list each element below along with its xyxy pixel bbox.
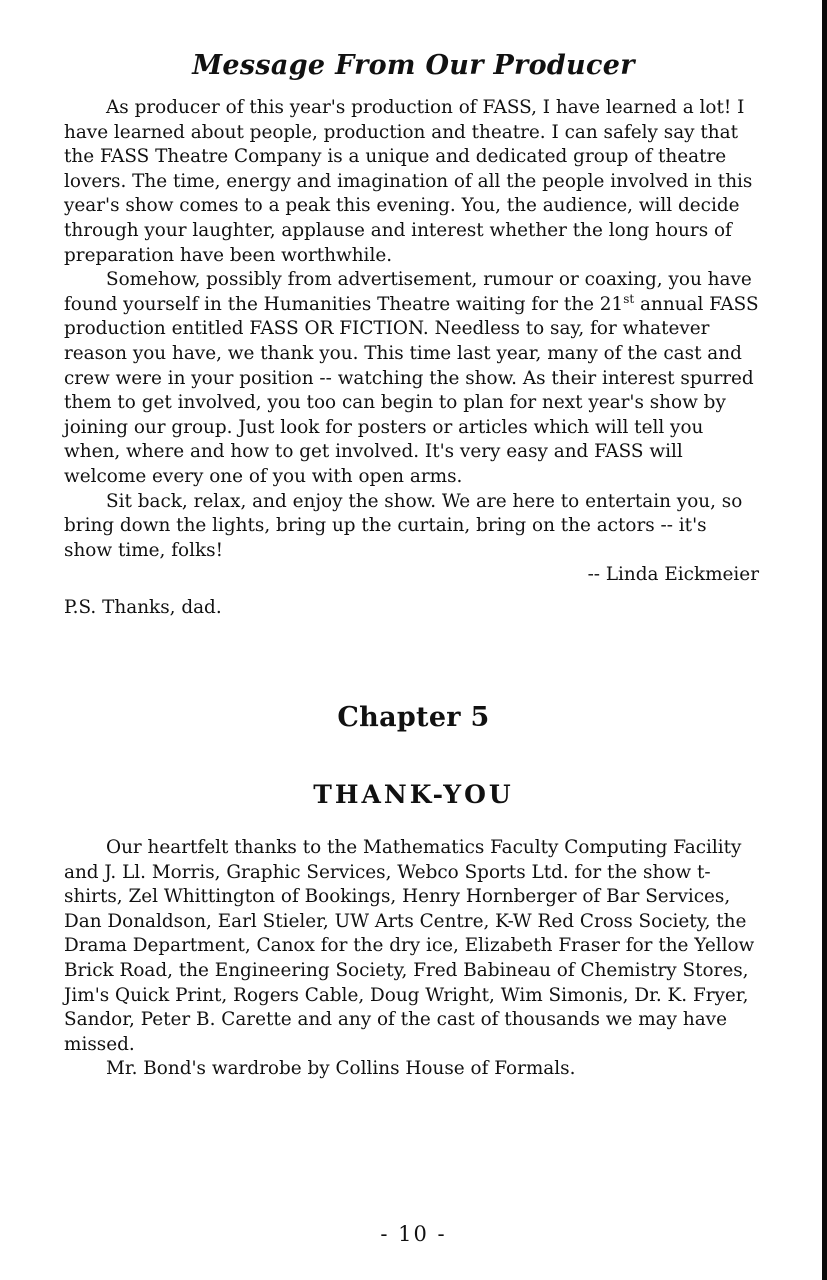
ordinal-suffix: st: [623, 291, 635, 306]
thank-you-body: [64, 836, 759, 1082]
message-paragraph-2-start: Somehow, possibly from advertisement, rumour or coaxing, you have found yourself in the Humanities Theatre waiting for the 21: [64, 269, 752, 315]
chapter-title: Chapter 5: [337, 702, 490, 733]
message-paragraph-3: Sit back, relax, and enjoy the show. We are here to entertain you, so bring down the lights, bring up the curtain, bring on the actors -- it's show time, folks!: [64, 490, 743, 561]
message-paragraph-1: As producer of this year's production of FASS, I have learned a lot! I have learned about people, production and theatre. I can safely say that the FASS Theatre Company is a unique and dedicated group of theatre lovers. The time, energy and imagination of all the people involved in this year's show comes to a peak this evening. You, the audience, will decide through your laughter, applause and interest whether the long hours of preparation have been worthwhile.: [64, 97, 753, 266]
message-paragraph-2: [64, 268, 759, 489]
producer-message-body: [64, 96, 759, 620]
page-number: - 10 -: [380, 1222, 447, 1246]
signature: -- Linda Eickmeier: [587, 564, 759, 586]
thank-you-paragraph-2: Mr. Bond's wardrobe by Collins House of Formals.: [106, 1058, 576, 1080]
producer-message-title: Message From Our Producer: [192, 50, 635, 81]
postscript: P.S. Thanks, dad.: [64, 596, 222, 618]
message-paragraph-2-end: annual FASS production entitled FASS OR FICTION. Needless to say, for whatever reason you have, we thank you. This time last year, many of the cast and crew were in your position -- watching the show. As their interest spurred them to get involved, you too can begin to plan for next year's show by joining our group. Just look for posters or articles which will tell you when, where and how to get involved. It's very easy and FASS will welcome every one of you with open arms.: [64, 293, 759, 487]
thank-you-paragraph-1: Our heartfelt thanks to the Mathematics Faculty Computing Facility and J. Ll. Morris, Graphic Services, Webco Sports Ltd. for the show t-shirts, Zel Whittington of Bookings, Henry Hornberger of Bar Services, Dan Donaldson, Earl Stieler, UW Arts Centre, K-W Red Cross Society, the Drama Department, Canox for the dry ice, Elizabeth Fraser for the Yellow Brick Road, the Engineering Society, Fred Babineau of Chemistry Stores, Jim's Quick Print, Rogers Cable, Doug Wright, Wim Simonis, Dr. K. Fryer, Sandor, Peter B. Carette and any of the cast of thousands we may have missed.: [64, 837, 755, 1055]
thank-you-title: THANK-YOU: [313, 780, 514, 809]
scan-edge: [822, 0, 827, 1280]
